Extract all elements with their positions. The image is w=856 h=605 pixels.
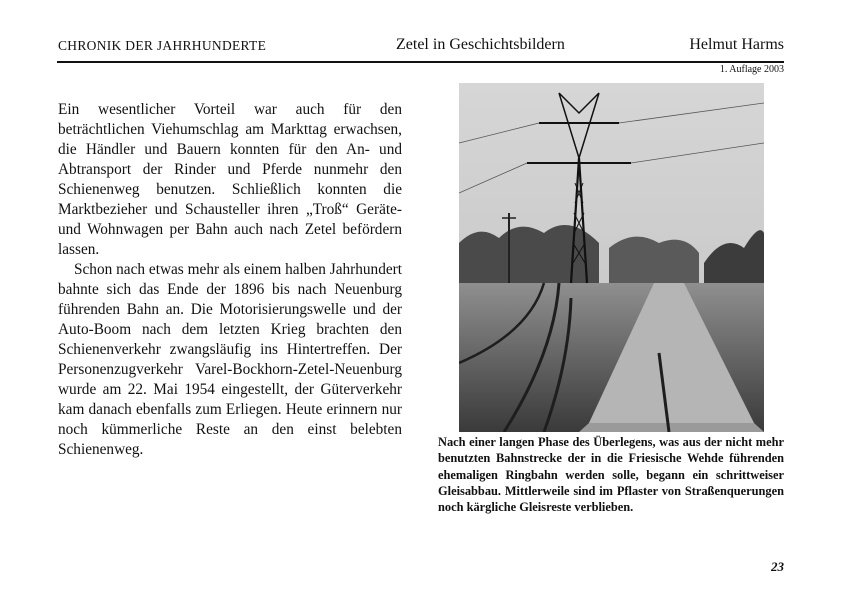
edition-note: 1. Auflage 2003: [719, 64, 784, 75]
header-title: Zetel in Geschichtsbildern: [396, 36, 565, 53]
body-text: [58, 100, 402, 460]
paragraph: Schon nach etwas mehr als einem halben Jahrhundert bahnte sich das Ende der 1896 bis nach Neuenburg führenden Bahn an. Die Motorisierungswelle und der Auto-Boom nach dem letzten Krieg brachten den Schienenverkehr zwangsläufig ins Hintertreffen. Der Personenzugverkehr Varel-Bockhorn-Zetel-Neuenburg wurde am 22. Mai 1954 eingestellt, der Güterverkehr kam danach ebenfalls zum Erliegen. Heute erinnern nur noch kümmerliche Reste an den einst belebten Schienenweg.: [58, 261, 402, 458]
railway-photo: [459, 83, 764, 432]
figure-caption: Nach einer langen Phase des Überlegens, was aus der nicht mehr benutzten Bahnstrecke der in die Friesische Wehde führenden ehemaligen Ringbahn werden solle, begann ein schrittweiser Gleisabbau. Mittlerweile sind im Pflaster von Straßenquerungen noch kärgliche Gleisreste verblieben.: [438, 435, 784, 515]
page-number: 23: [771, 559, 784, 574]
header-author: Helmut Harms: [689, 36, 784, 53]
header-series: CHRONIK DER JAHRHUNDERTE: [58, 38, 267, 53]
header-rule: [57, 61, 784, 63]
paragraph: Ein wesentlicher Vorteil war auch für den beträchtlichen Viehumschlag am Markttag erwachsen, die Händler und Bauern konnten für den An- und Abtransport der Rinder und Pferde nunmehr den Schienenweg benutzen. Schließlich konnten die Marktbezieher und Schausteller ihren „Troß“ Geräte- und Wohnwagen per Bahn auch nach Zetel befördern lassen.: [58, 101, 402, 258]
